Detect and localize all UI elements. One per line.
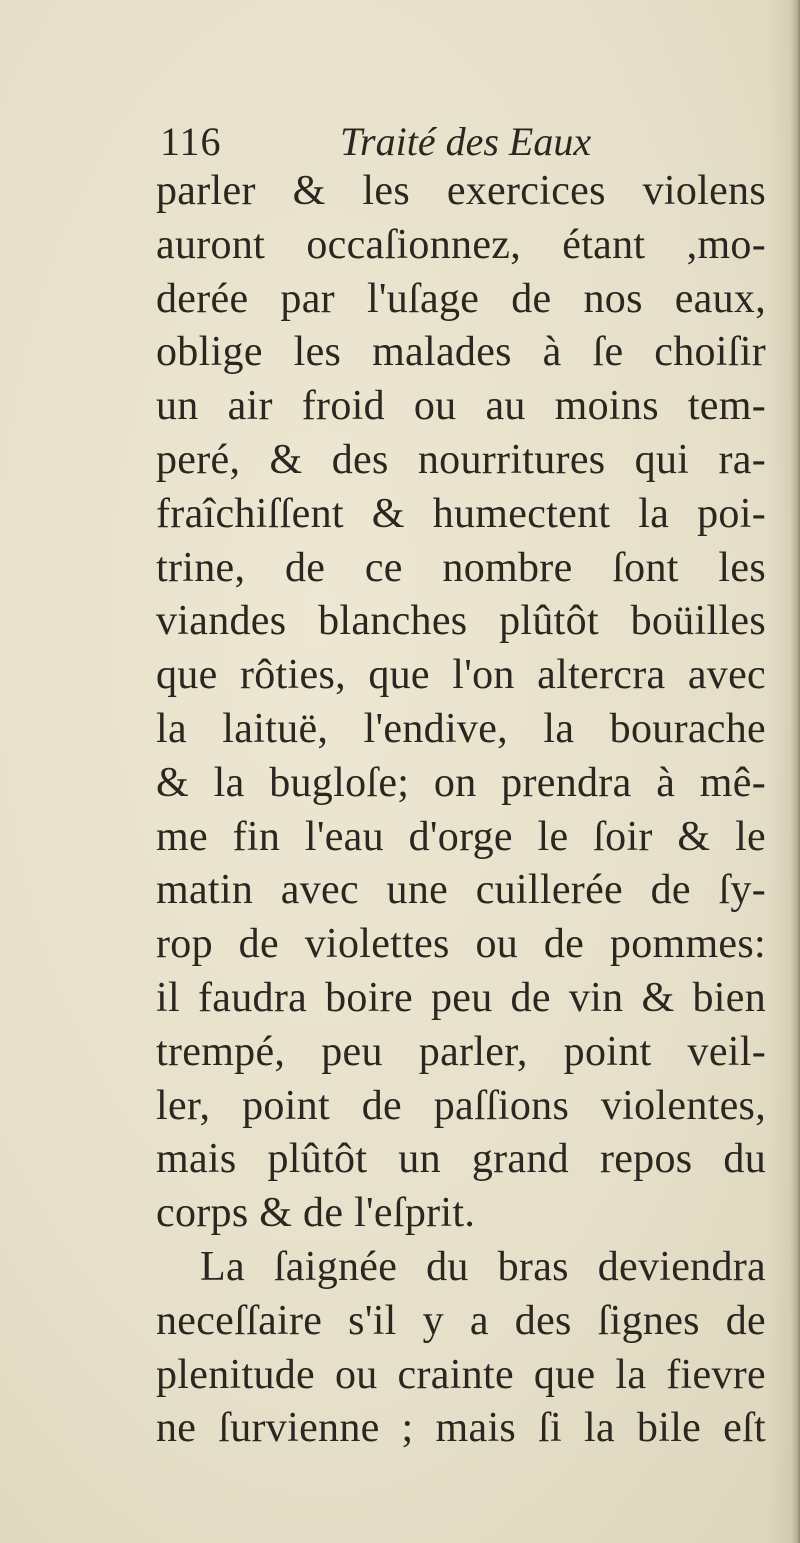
- text-line: me fin l'eau d'orge le ſoir & le: [156, 813, 766, 860]
- text-line: matin avec une cuillerée de ſy-: [156, 867, 766, 914]
- text-line: plenitude ou crainte que la fievre: [156, 1351, 766, 1398]
- text-line: & la bugloſe; on prendra à mê-: [156, 759, 766, 806]
- text-line: la laituë, l'endive, la bourache: [156, 705, 766, 752]
- text-line: parler & les exercices violens: [156, 168, 766, 214]
- text-line: ne ſurvienne ; mais ſi la bile eſt: [156, 1405, 766, 1452]
- text-line: oblige les malades à ſe choiſir: [156, 329, 766, 376]
- text-line: ler, point de paſſions violentes,: [156, 1082, 766, 1129]
- text-line: mais plûtôt un grand repos du: [156, 1136, 766, 1183]
- binding-shadow: [766, 0, 790, 1543]
- text-line: neceſſaire s'il y a des ſignes de: [156, 1297, 766, 1344]
- text-line: trine, de ce nombre ſont les: [156, 544, 766, 591]
- page-header: [160, 118, 660, 170]
- text-line: fraîchiſſent & humectent la poi-: [156, 490, 766, 537]
- paragraph-start-line: La ſaignée du bras deviendra: [200, 1243, 766, 1290]
- text-line: corps & de l'eſprit.: [156, 1190, 476, 1237]
- text-line: rop de violettes ou de pommes:: [156, 921, 766, 968]
- text-line: derée par l'uſage de nos eaux,: [156, 275, 766, 322]
- body-text: [156, 165, 766, 1456]
- text-line: peré, & des nourritures qui ra-: [156, 436, 766, 483]
- page-edge: [790, 0, 800, 1543]
- running-title: Traité des Eaux: [340, 119, 592, 164]
- text-line: viandes blanches plûtôt boüilles: [156, 598, 766, 645]
- text-line: il faudra boire peu de vin & bien: [156, 974, 766, 1021]
- text-line: que rôties, que l'on altercra avec: [156, 652, 766, 699]
- page-number: 116: [160, 119, 222, 164]
- text-line: auront occaſionnez, étant ,mo-: [156, 221, 766, 268]
- text-line: trempé, peu parler, point veil-: [156, 1028, 766, 1075]
- text-line: un air froid ou au moins tem-: [156, 383, 766, 430]
